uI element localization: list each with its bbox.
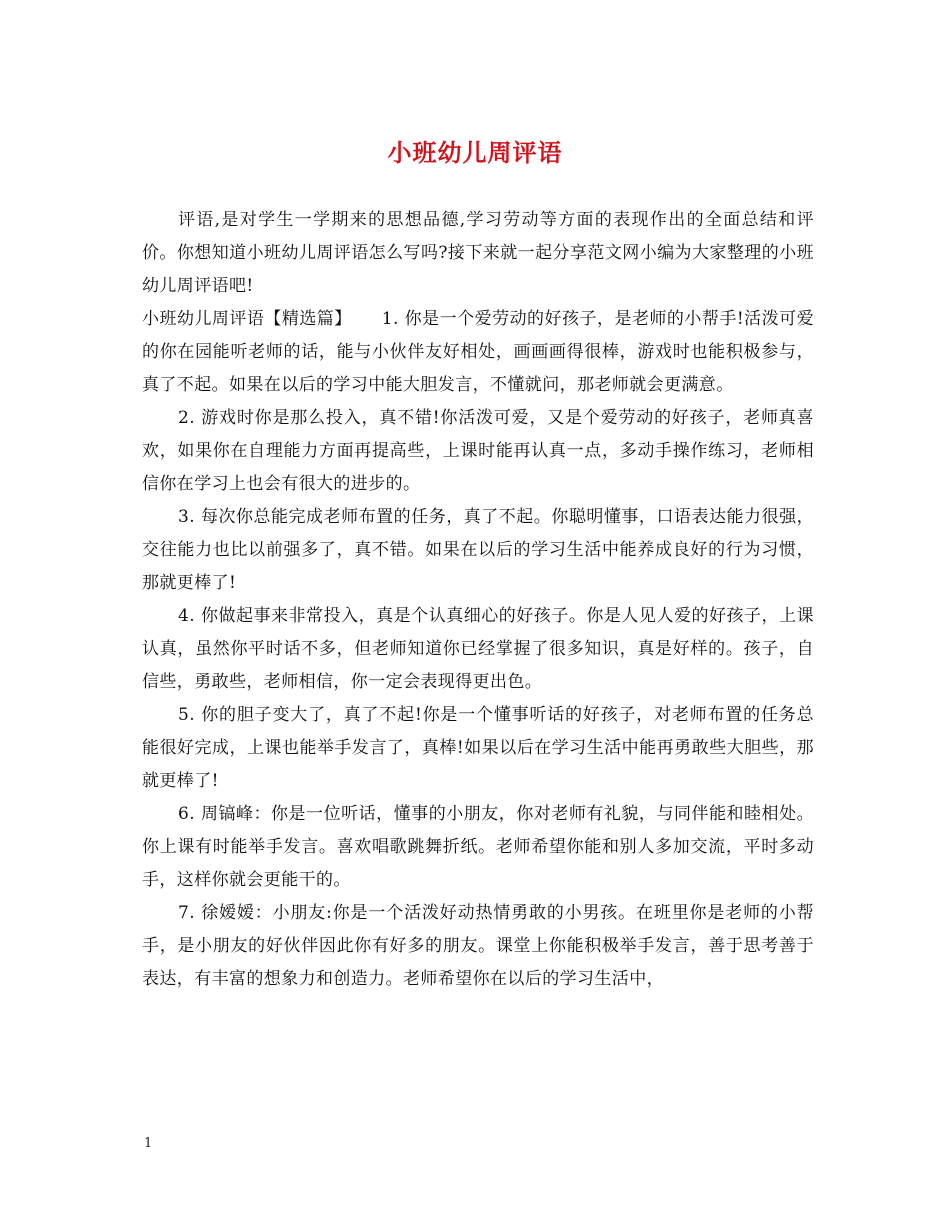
comment-item-7: 7. 徐嫒嫒：小朋友:你是一个活泼好动热情勇敢的小男孩。在班里你是老师的小帮手，是小朋友的好伙伴因此你有好多的朋友。课堂上你能积极举手发言，善于思考善于表达，有丰富的想象力和创造力。老师希望你在以后的学习生活中， bbox=[142, 903, 814, 989]
comment-item-3: 3. 每次你总能完成老师布置的任务，真了不起。你聪明懂事，口语表达能力很强，交往能力也比以前强多了，真不错。如果在以后的学习生活中能养成良好的行为习惯，那就更棒了! bbox=[142, 507, 814, 593]
section-heading: 小班幼儿周评语【精选篇】 bbox=[142, 309, 352, 329]
document-title: 小班幼儿周评语 bbox=[387, 138, 563, 167]
document-body bbox=[142, 204, 814, 996]
section-heading-paragraph bbox=[142, 303, 814, 402]
comment-item-5: 5. 你的胆子变大了，真了不起!你是一个懂事听话的好孩子，对老师布置的任务总能很好完成，上课也能举手发言了，真棒!如果以后在学习生活中能再勇敢些大胆些，那就更棒了! bbox=[142, 705, 814, 791]
comment-item-4: 4. 你做起事来非常投入，真是个认真细心的好孩子。你是人见人爱的好孩子，上课认真，虽然你平时话不多，但老师知道你已经掌握了很多知识，真是好样的。孩子，自信些，勇敢些，老师相信，你一定会表现得更出色。 bbox=[142, 606, 814, 692]
intro-paragraph: 评语,是对学生一学期来的思想品德,学习劳动等方面的表现作出的全面总结和评价。你想知道小班幼儿周评语怎么写吗?接下来就一起分享范文网小编为大家整理的小班幼儿周评语吧! bbox=[142, 210, 814, 296]
comment-item-6: 6. 周镐峰：你是一位听话，懂事的小朋友，你对老师有礼貌，与同伴能和睦相处。你上课有时能举手发言。喜欢唱歌跳舞折纸。老师希望你能和别人多加交流，平时多动手，这样你就会更能干的。 bbox=[142, 804, 814, 890]
comment-item-2: 2. 游戏时你是那么投入，真不错!你活泼可爱，又是个爱劳动的好孩子，老师真喜欢，如果你在自理能力方面再提高些，上课时能再认真一点，多动手操作练习，老师相信你在学习上也会有很大的进步的。 bbox=[142, 408, 814, 494]
comment-item-1: 1. 你是一个爱劳动的好孩子，是老师的小帮手!活泼可爱的你在园能听老师的话，能与小伙伴友好相处，画画画得很棒，游戏时也能积极参与，真了不起。如果在以后的学习中能大胆发言，不懂就问，那老师就会更满意。 bbox=[142, 309, 814, 395]
page-number: 1 bbox=[144, 1136, 153, 1151]
